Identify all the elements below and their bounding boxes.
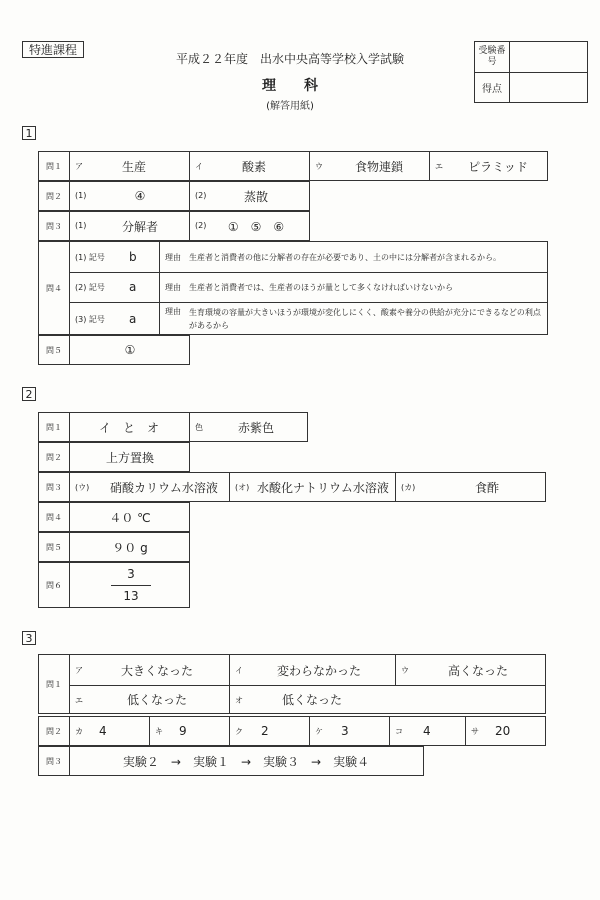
s2-q3-c-key: (カ)	[401, 483, 416, 492]
s2-q6-numerator: 3	[127, 567, 135, 581]
s1-q5-label: 問５	[46, 345, 62, 355]
s1-q5-answer: ①	[124, 343, 136, 357]
section-1-number: 1	[22, 126, 36, 140]
s2-q2-label: 問２	[46, 452, 62, 462]
s1-q2-label: 問２	[46, 191, 62, 201]
course-tag	[22, 41, 84, 58]
s3-q2-ki-key: キ	[155, 727, 163, 736]
s2-q3-a-key: (ウ)	[75, 483, 90, 492]
s1-q2-a-answer: ④	[134, 189, 146, 203]
s3-q1-label: 問１	[46, 679, 62, 689]
s3-q2-sa-answer: 20	[495, 724, 511, 738]
s2-q5-row	[38, 532, 190, 562]
s2-q6-row	[38, 562, 190, 608]
s1-q4-1-symbol: b	[129, 250, 137, 264]
s2-q1-label: 問１	[46, 422, 62, 432]
exam-number-score-box	[474, 41, 588, 103]
s1-q2-row	[38, 181, 310, 211]
s3-q1-b-answer: 変わらなかった	[276, 663, 361, 678]
s1-q3-b-answer: ① ⑤ ⑥	[227, 219, 285, 234]
s2-q3-c-answer: 食酢	[474, 480, 499, 495]
s3-q1-a-answer: 大きくなった	[120, 663, 193, 678]
section-3-number: 3	[22, 631, 36, 645]
course-tag-text: 特進課程	[28, 43, 77, 57]
s1-q1-a-key: ア	[75, 162, 83, 171]
s3-q1-a-key: ア	[75, 666, 83, 675]
s3-q1-c-key: ウ	[401, 666, 409, 675]
s3-q2-label: 問２	[46, 726, 62, 736]
s1-q2-b-answer: 蒸散	[243, 189, 268, 204]
s3-q1-d-key: エ	[75, 696, 83, 705]
s1-q3-label: 問３	[46, 221, 62, 231]
s2-q1-color-key: 色	[195, 423, 203, 432]
s2-q1-row	[38, 412, 308, 442]
s2-q1-answer: イ と オ	[98, 420, 159, 435]
s2-q5-answer: ９０ g	[112, 540, 148, 555]
s3-q1-e-key: オ	[235, 696, 243, 705]
s2-q3-b-answer: 水酸化ナトリウム水溶液	[257, 480, 389, 495]
s2-q4-row	[38, 502, 190, 532]
s2-q4-label: 問４	[46, 512, 62, 522]
s3-q1-d-answer: 低くなった	[126, 692, 187, 707]
s3-q2-ke-key: ケ	[315, 727, 323, 736]
s2-q4-answer: ４０ ℃	[109, 510, 151, 525]
s1-q4-1-reason-label: 理由	[165, 253, 181, 262]
subject-title: 理 科	[262, 78, 318, 94]
s2-q6-label: 問６	[46, 580, 62, 590]
s2-q2-answer: 上方置換	[105, 450, 154, 465]
s3-q1-e-answer: 低くなった	[281, 692, 342, 707]
fraction-bar	[111, 585, 151, 586]
s2-q5-label: 問５	[46, 542, 62, 552]
s3-q3-label: 問３	[46, 756, 62, 766]
s3-q2-sa-key: サ	[471, 727, 479, 736]
s3-q1-b-key: イ	[235, 666, 243, 675]
s2-q3-a-answer: 硝酸カリウム水溶液	[110, 480, 218, 495]
s1-q3-row	[38, 211, 310, 241]
s1-q4-2-symbol: a	[129, 280, 137, 294]
s1-q4-2-reason-label: 理由	[165, 283, 181, 292]
s1-q1-c-answer: 食物連鎖	[354, 159, 403, 174]
exam-number-label: 受験番号	[478, 46, 506, 67]
s3-q2-ki-answer: 9	[179, 724, 187, 738]
s1-q1-c-key: ウ	[315, 162, 323, 171]
answer-sheet-subtitle: (解答用紙)	[266, 101, 314, 112]
s1-q4-block	[38, 241, 548, 335]
s2-q3-b-key: (オ)	[235, 483, 250, 492]
s3-q2-ke-answer: 3	[341, 724, 349, 738]
s3-q2-ka-answer: 4	[99, 724, 107, 738]
s1-q4-1-reason: 生産者と消費者の他に分解者の存在が必要であり、土の中には分解者が含まれるから。	[189, 253, 501, 262]
s1-q1-b-key: イ	[195, 162, 203, 171]
s1-q1-row	[38, 151, 548, 181]
s3-q1-block	[38, 654, 546, 714]
score-field[interactable]	[511, 74, 585, 100]
s1-q2-a-key: (1)	[75, 191, 87, 200]
s1-q1-d-key: エ	[435, 162, 443, 171]
exam-title: 平成２２年度 出水中央高等学校入学試験	[175, 52, 404, 66]
s1-q3-a-key: (1)	[75, 221, 87, 230]
exam-number-field[interactable]	[511, 44, 585, 70]
s3-q3-row	[38, 746, 424, 776]
s1-q5-row	[38, 335, 190, 365]
s3-q2-ka-key: カ	[75, 727, 83, 736]
s2-q3-label: 問３	[46, 482, 62, 492]
score-label: 得点	[482, 83, 502, 95]
s1-q2-b-key: (2)	[195, 191, 207, 200]
s3-q2-ko-answer: 4	[423, 724, 431, 738]
s3-q3-answer: 実験２ → 実験１ → 実験３ → 実験４	[122, 754, 370, 769]
s1-q3-a-answer: 分解者	[121, 219, 158, 234]
s2-q1-color-answer: 赤紫色	[237, 420, 274, 435]
section-2-number: 2	[22, 387, 36, 401]
s1-q4-3-reason-label: 理由	[165, 307, 181, 316]
s3-q2-row	[38, 716, 546, 746]
s3-q1-c-answer: 高くなった	[447, 663, 508, 678]
s1-q4-3-key: (3) 記号	[75, 315, 105, 324]
s1-q1-b-answer: 酸素	[241, 159, 266, 174]
s3-q2-ku-key: ク	[235, 727, 243, 736]
s3-q2-ku-answer: 2	[261, 724, 269, 738]
s3-q2-ko-key: コ	[395, 727, 403, 736]
s1-q4-label: 問４	[46, 283, 62, 293]
s2-q3-row	[38, 472, 546, 502]
s1-q1-label: 問１	[46, 161, 62, 171]
s1-q4-3-reason: 生育環境の容量が大きいほうが環境が変化しにくく、酸素や養分の供給が充分にできるなどの利点があるから	[189, 308, 541, 330]
s1-q1-a-answer: 生産	[121, 159, 146, 174]
s1-q4-2-reason: 生産者と消費者では、生産者のほうが量として多くなければいけないから	[189, 283, 453, 292]
s1-q4-3-symbol: a	[129, 312, 137, 326]
s1-q4-1-key: (1) 記号	[75, 253, 105, 262]
s1-q1-d-answer: ピラミッド	[468, 159, 528, 174]
s1-q4-2-key: (2) 記号	[75, 283, 105, 292]
s2-q2-row	[38, 442, 190, 472]
s1-q3-b-key: (2)	[195, 221, 207, 230]
s2-q6-denominator: 13	[123, 589, 139, 603]
